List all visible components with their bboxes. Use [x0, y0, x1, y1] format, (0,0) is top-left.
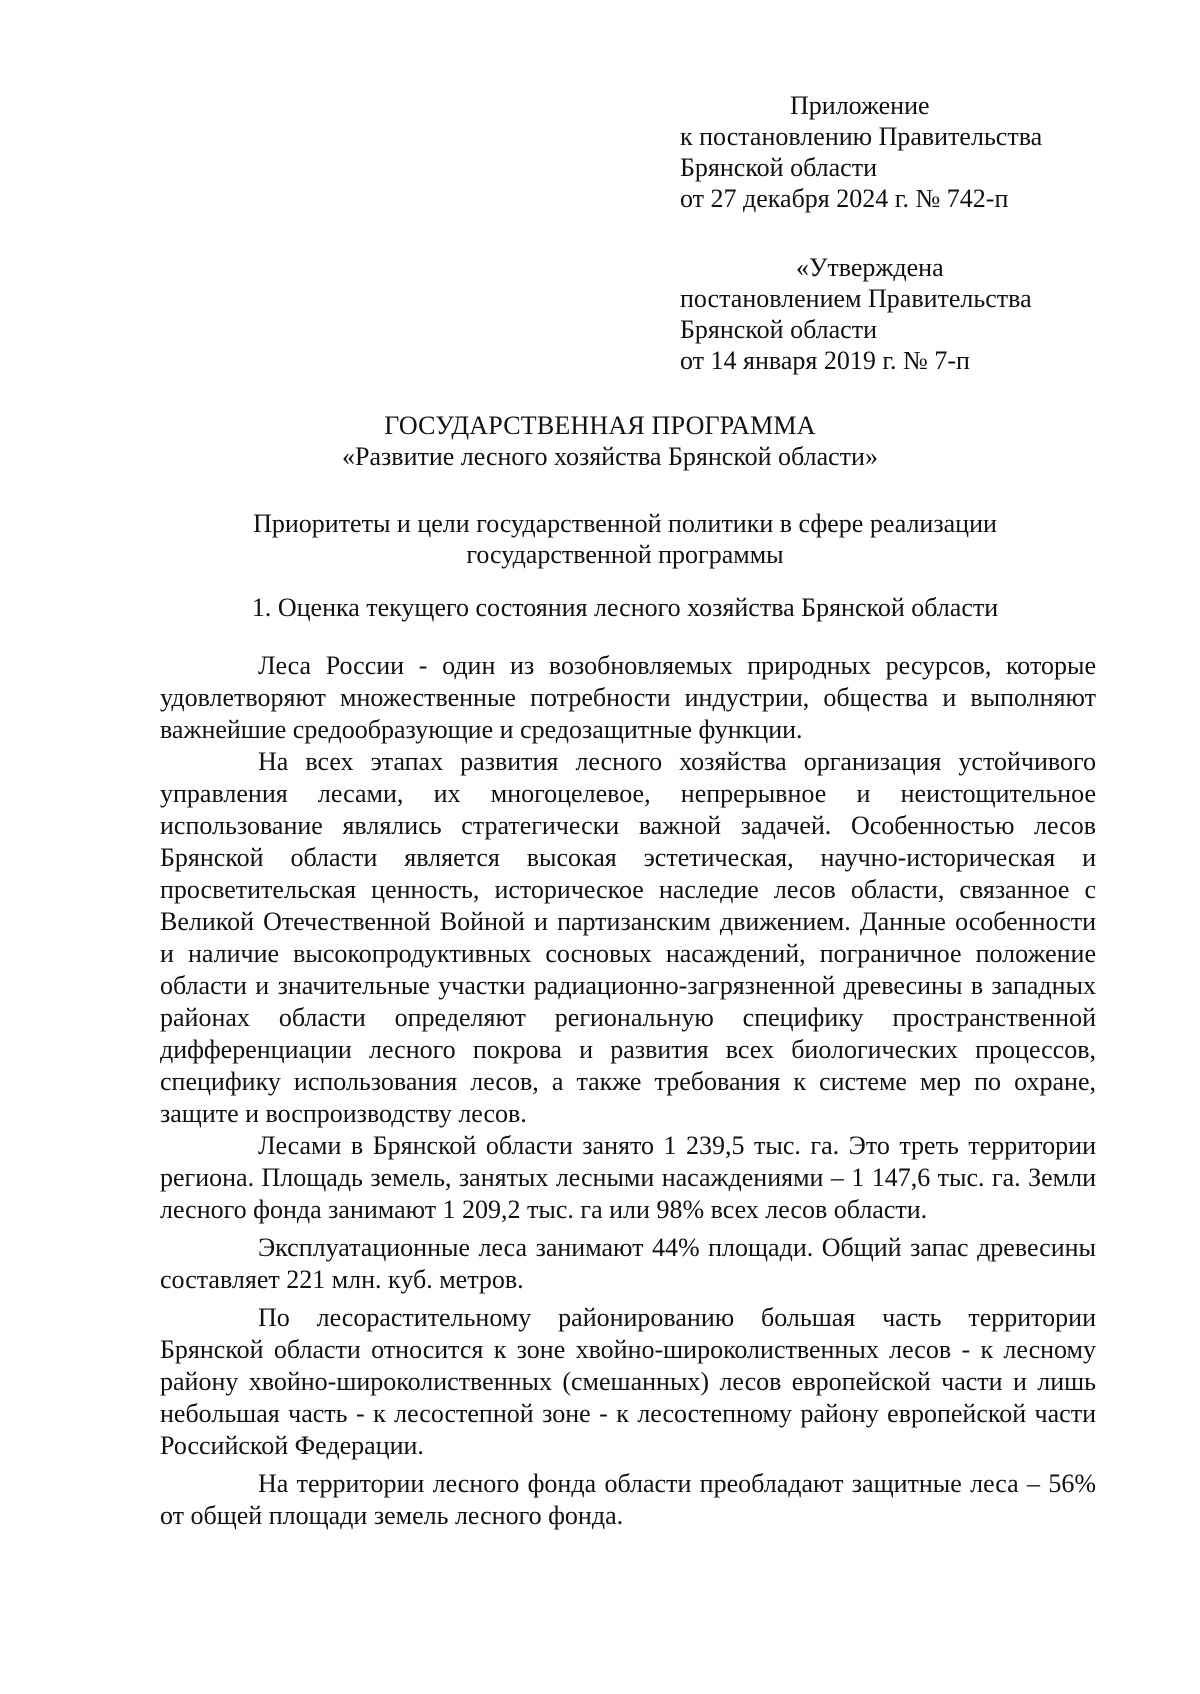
appendix-line: Брянской области — [680, 153, 877, 182]
appendix-line: Приложение — [790, 91, 930, 120]
appendix-line: от 27 декабря 2024 г. № 742-п — [680, 184, 1009, 213]
paragraph: Леса России - один из возобновляемых природных ресурсов, которые удовлетворяют множественные потребности индустрии, общества и выполняют важнейшие средообразующие и средозащитные функции. — [160, 651, 1096, 744]
paragraph: Эксплуатационные леса занимают 44% площади. Общий запас древесины составляет 221 млн. куб. метров. — [160, 1233, 1096, 1294]
section-heading: 1. Оценка текущего состояния лесного хозяйства Брянской области — [251, 593, 999, 622]
approval-line: постановлением Правительства — [680, 284, 1032, 313]
appendix-line: к постановлению Правительства — [680, 122, 1043, 151]
approval-line: Брянской области — [680, 315, 877, 344]
paragraph: Лесами в Брянской области занято 1 239,5 тыс. га. Это треть территории региона. Площадь земель, занятых лесными насаждениями – 1 147,6 тыс. га. Земли лесного фонда занимают 1 209,2 тыс. га или 98% всех лесов области. — [160, 1131, 1096, 1224]
program-title: ГОСУДАРСТВЕННАЯ ПРОГРАММА — [384, 411, 816, 440]
approval-line: «Утверждена — [796, 253, 944, 282]
program-subtitle: «Развитие лесного хозяйства Брянской области» — [342, 442, 878, 471]
paragraph: На всех этапах развития лесного хозяйства организация устойчивого управления лесами, их многоцелевое, непрерывное и неистощительное использование являлись стратегически важной задачей. Особенностью лесов Брянской области является высокая эстетическая, научно-историческая и просветительская ценность, историческое наследие лесов области, связанное с Великой Отечественной Войной и партизанским движением. Данные особенности и наличие высокопродуктивных сосновых насаждений, пограничное положение области и значительные участки радиационно-загрязненной древесины в западных районах области определяют региональную специфику пространственной дифференциации лесного покрова и развития всех биологических процессов, специфику использования лесов, а также требования к системе мер по охране, защите и воспроизводству лесов. — [160, 747, 1096, 1128]
program-title-block — [0, 410, 1200, 472]
appendix-header — [680, 90, 1120, 214]
paragraph: По лесорастительному районированию большая часть территории Брянской области относится к зоне хвойно-широколиственных лесов - к лесному району хвойно-широколиственных (смешанных) лесов европейской части и лишь небольшая часть - к лесостепной зоне - к лесостепному району европейской части Российской Федерации. — [160, 1303, 1096, 1460]
priorities-heading: Приоритеты и цели государственной политики в сфере реализации государственной программы — [253, 509, 997, 569]
approval-line: от 14 января 2019 г. № 7-п — [680, 346, 970, 375]
approval-header — [680, 252, 1120, 376]
paragraph: На территории лесного фонда области преобладают защитные леса – 56% от общей площади земель лесного фонда. — [160, 1469, 1096, 1530]
body-text — [160, 650, 1096, 1532]
